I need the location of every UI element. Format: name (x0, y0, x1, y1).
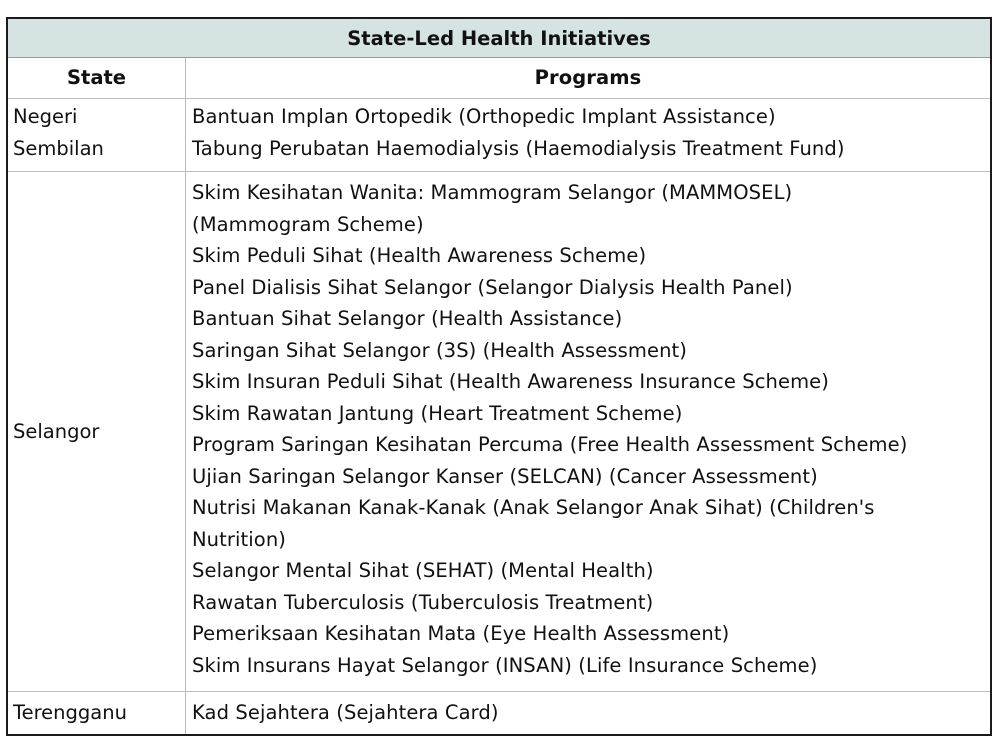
program-item: Saringan Sihat Selangor (3S) (Health Assessment) (192, 338, 687, 362)
program-item: Nutrition) (192, 527, 286, 551)
program-item: Nutrisi Makanan Kanak-Kanak (Anak Selangor Anak Sihat) (Children's (192, 496, 875, 519)
header-programs: Programs (534, 66, 642, 90)
header-state: State (8, 58, 186, 98)
state-cell (8, 692, 186, 734)
programs-cell (186, 692, 990, 734)
program-item: Skim Insurans Hayat Selangor (INSAN) (Life Insurance Scheme) (192, 653, 818, 677)
state-name-line: Sembilan (13, 136, 104, 160)
program-item: Kad Sejahtera (Sejahtera Card) (192, 701, 499, 725)
state-cell (8, 99, 186, 171)
state-cell (8, 172, 186, 691)
program-item: Panel Dialisis Sihat Selangor (Selangor Dialysis Health Panel) (192, 275, 793, 299)
program-item: Bantuan Sihat Selangor (Health Assistance) (192, 307, 623, 330)
state-name-line: Negeri (13, 105, 78, 128)
program-item: Ujian Saringan Selangor Kanser (SELCAN) (Cancer Assessment) (192, 464, 818, 488)
table-row-negeri-sembilan (8, 99, 990, 172)
program-item: Bantuan Implan Ortopedik (Orthopedic Implant Assistance) (192, 105, 776, 128)
state-name-line: Terengganu (13, 701, 127, 725)
program-item: (Mammogram Scheme) (192, 212, 424, 236)
program-item: Rawatan Tuberculosis (Tuberculosis Treatment) (192, 590, 654, 614)
program-item: Selangor Mental Sihat (SEHAT) (Mental Health) (192, 559, 654, 582)
programs-cell (186, 99, 990, 171)
program-item: Skim Kesihatan Wanita: Mammogram Selangor (MAMMOSEL) (192, 181, 793, 204)
program-item: Program Saringan Kesihatan Percuma (Free Health Assessment Scheme) (192, 433, 908, 456)
programs-cell (186, 172, 990, 691)
state-name-line: Selangor (13, 419, 100, 443)
table-title: State-Led Health Initiatives (8, 19, 990, 58)
health-initiatives-table (6, 17, 992, 736)
program-item: Skim Rawatan Jantung (Heart Treatment Scheme) (192, 401, 683, 425)
table-row-terengganu (8, 692, 990, 734)
program-item: Skim Insuran Peduli Sihat (Health Awareness Insurance Scheme) (192, 370, 829, 393)
program-item: Skim Peduli Sihat (Health Awareness Scheme) (192, 244, 647, 267)
program-item: Pemeriksaan Kesihatan Mata (Eye Health Assessment) (192, 622, 730, 645)
table-row-selangor (8, 172, 990, 692)
header-row (8, 58, 990, 99)
program-item: Tabung Perubatan Haemodialysis (Haemodialysis Treatment Fund) (192, 136, 845, 160)
